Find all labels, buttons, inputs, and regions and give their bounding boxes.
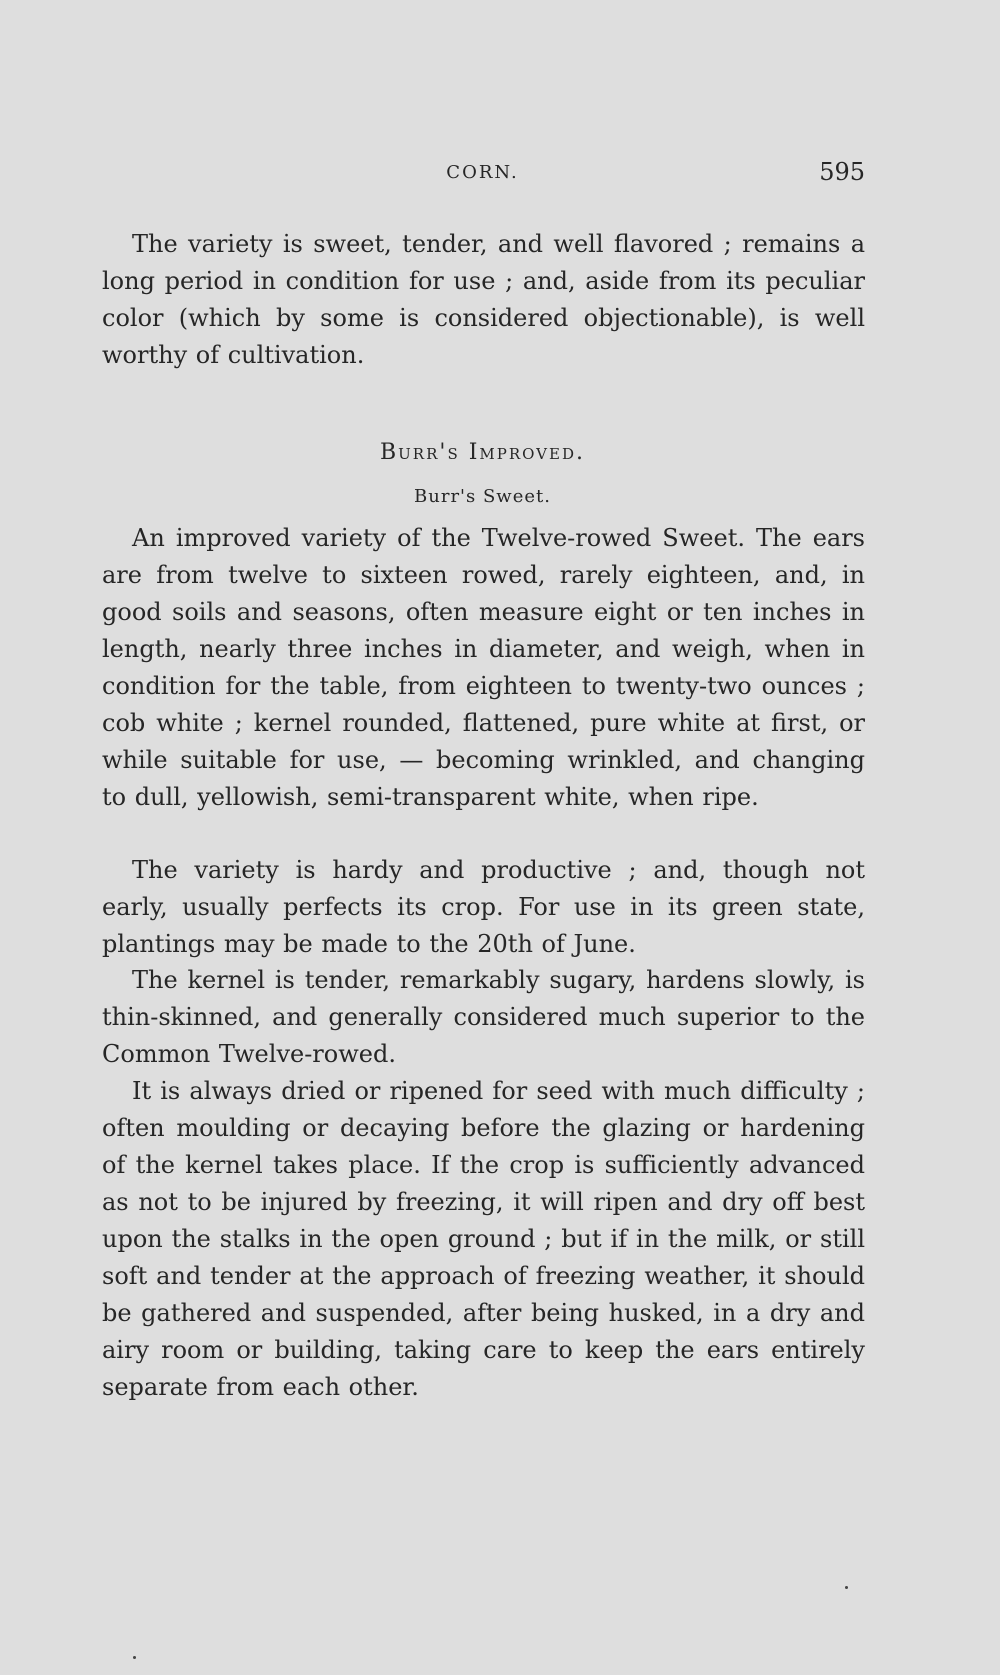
section-title: Burr's Improved. <box>380 440 585 465</box>
page-number: 595 <box>819 158 865 186</box>
body-paragraph-3: The kernel is tender, remarkably sugary, hardens slowly, is thin-skinned, and generally considered much superior to the Common Twelve-rowed. <box>102 966 865 1068</box>
running-title: CORN. <box>446 162 519 183</box>
running-head <box>100 158 865 188</box>
body-paragraph-4: It is always dried or ripened for seed with much difficulty ; often moulding or decaying before the glazing or hardening of the kernel takes place. If the crop is sufficiently advanced as not to be injured by freezing, it will ripen and dry off best upon the stalks in the open ground ; but if in the milk, or still soft and tender at the approach of freezing weather, it should be gathered and suspended, after being husked, in a dry and airy room or building, taking care to keep the ears entirely separate from each other. <box>102 1077 865 1401</box>
paper-speck <box>133 1656 136 1659</box>
paper-speck <box>845 1586 848 1589</box>
intro-paragraph: The variety is sweet, tender, and well flavored ; remains a long period in condition for use ; and, aside from its peculiar color (which by some is considered objectionable), is well worthy of cultivation. <box>102 230 865 369</box>
section-synonym: Burr's Sweet. <box>414 486 551 507</box>
body-paragraph-1: An improved variety of the Twelve-rowed Sweet. The ears are from twelve to sixteen rowed, rarely eighteen, and, in good soils and seasons, often measure eight or ten inches in length, nearly three inches in diameter, and weigh, when in condition for the table, from eighteen to twenty-two ounces ; cob white ; kernel rounded, flattened, pure white at first, or while suitable for use, — becoming wrinkled, and changing to dull, yellowish, semi-transparent white, when ripe. <box>102 524 865 811</box>
body-paragraph-2: The variety is hardy and productive ; and, though not early, usually perfects its crop. For use in its green state, plantings may be made to the 20th of June. <box>102 856 865 958</box>
